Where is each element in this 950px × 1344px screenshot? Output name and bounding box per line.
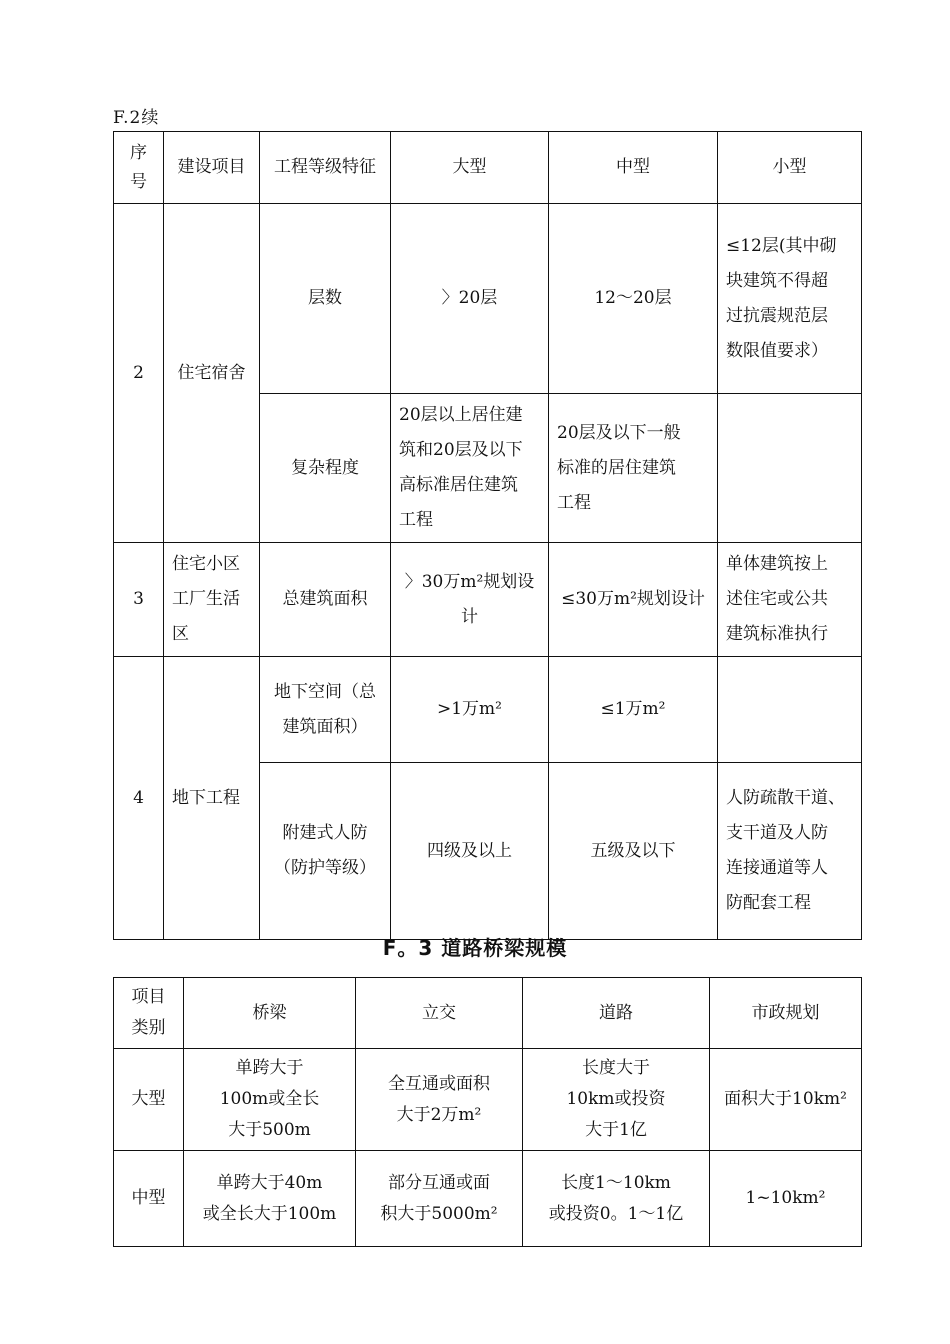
category-cell: 大型	[114, 1049, 184, 1151]
medium-cell: ≤30万m²规划设计	[549, 543, 718, 657]
planning-cell: 1~10km²	[710, 1151, 862, 1247]
interchange-cell: 部分互通或面 积大于5000m²	[356, 1151, 523, 1247]
header-cell: 立交	[356, 978, 523, 1049]
category-cell: 中型	[114, 1151, 184, 1247]
large-cell: 20层以上居住建 筑和20层及以下 高标准居住建筑 工程	[391, 394, 549, 543]
small-cell: ≤12层(其中砌 块建筑不得超 过抗震规范层 数限值要求）	[718, 204, 862, 394]
interchange-cell: 全互通或面积 大于2万m²	[356, 1049, 523, 1151]
building-scale-table	[113, 131, 862, 940]
feature-cell: 总建筑面积	[260, 543, 391, 657]
feature-cell: 附建式人防 （防护等级）	[260, 763, 391, 940]
table-row	[114, 1151, 862, 1247]
header-cell: 小型	[718, 132, 862, 204]
table-row	[114, 543, 862, 657]
road-bridge-scale-table	[113, 977, 862, 1247]
header-cell: 中型	[549, 132, 718, 204]
medium-cell: 五级及以下	[549, 763, 718, 940]
bridge-cell: 单跨大于 100m或全长 大于500m	[184, 1049, 356, 1151]
medium-cell: ≤1万m²	[549, 657, 718, 763]
section-title: F。3 道路桥梁规模	[382, 936, 568, 960]
small-cell: 单体建筑按上 述住宅或公共 建筑标准执行	[718, 543, 862, 657]
table-header-row	[114, 132, 862, 204]
header-cell: 序 号	[114, 132, 164, 204]
large-cell: >1万m²	[391, 657, 549, 763]
project-cell: 地下工程	[164, 657, 260, 940]
project-cell: 住宅宿舍	[164, 204, 260, 543]
table-header-row	[114, 978, 862, 1049]
medium-cell: 12～20层	[549, 204, 718, 394]
small-cell: 人防疏散干道、 支干道及人防 连接通道等人 防配套工程	[718, 763, 862, 940]
project-cell: 住宅小区 工厂生活 区	[164, 543, 260, 657]
table-caption: F.2续	[113, 108, 160, 128]
header-cell: 道路	[523, 978, 710, 1049]
table-row	[114, 1049, 862, 1151]
planning-cell: 面积大于10km²	[710, 1049, 862, 1151]
header-cell: 工程等级特征	[260, 132, 391, 204]
row-number: 4	[114, 657, 164, 940]
table-row	[114, 657, 862, 763]
header-cell: 市政规划	[710, 978, 862, 1049]
large-cell: 四级及以上	[391, 763, 549, 940]
road-cell: 长度1～10km 或投资0。1～1亿	[523, 1151, 710, 1247]
row-number: 3	[114, 543, 164, 657]
medium-cell: 20层及以下一般 标准的居住建筑 工程	[549, 394, 718, 543]
feature-cell: 地下空间（总 建筑面积）	[260, 657, 391, 763]
header-cell: 建设项目	[164, 132, 260, 204]
road-cell: 长度大于 10km或投资 大于1亿	[523, 1049, 710, 1151]
bridge-cell: 单跨大于40m 或全长大于100m	[184, 1151, 356, 1247]
header-cell: 桥梁	[184, 978, 356, 1049]
feature-cell: 层数	[260, 204, 391, 394]
small-cell	[718, 394, 862, 543]
small-cell	[718, 657, 862, 763]
table-row	[114, 204, 862, 394]
header-cell: 项目 类别	[114, 978, 184, 1049]
header-cell: 大型	[391, 132, 549, 204]
large-cell: 〉30万m²规划设计	[391, 543, 549, 657]
large-cell: 〉20层	[391, 204, 549, 394]
row-number: 2	[114, 204, 164, 543]
feature-cell: 复杂程度	[260, 394, 391, 543]
